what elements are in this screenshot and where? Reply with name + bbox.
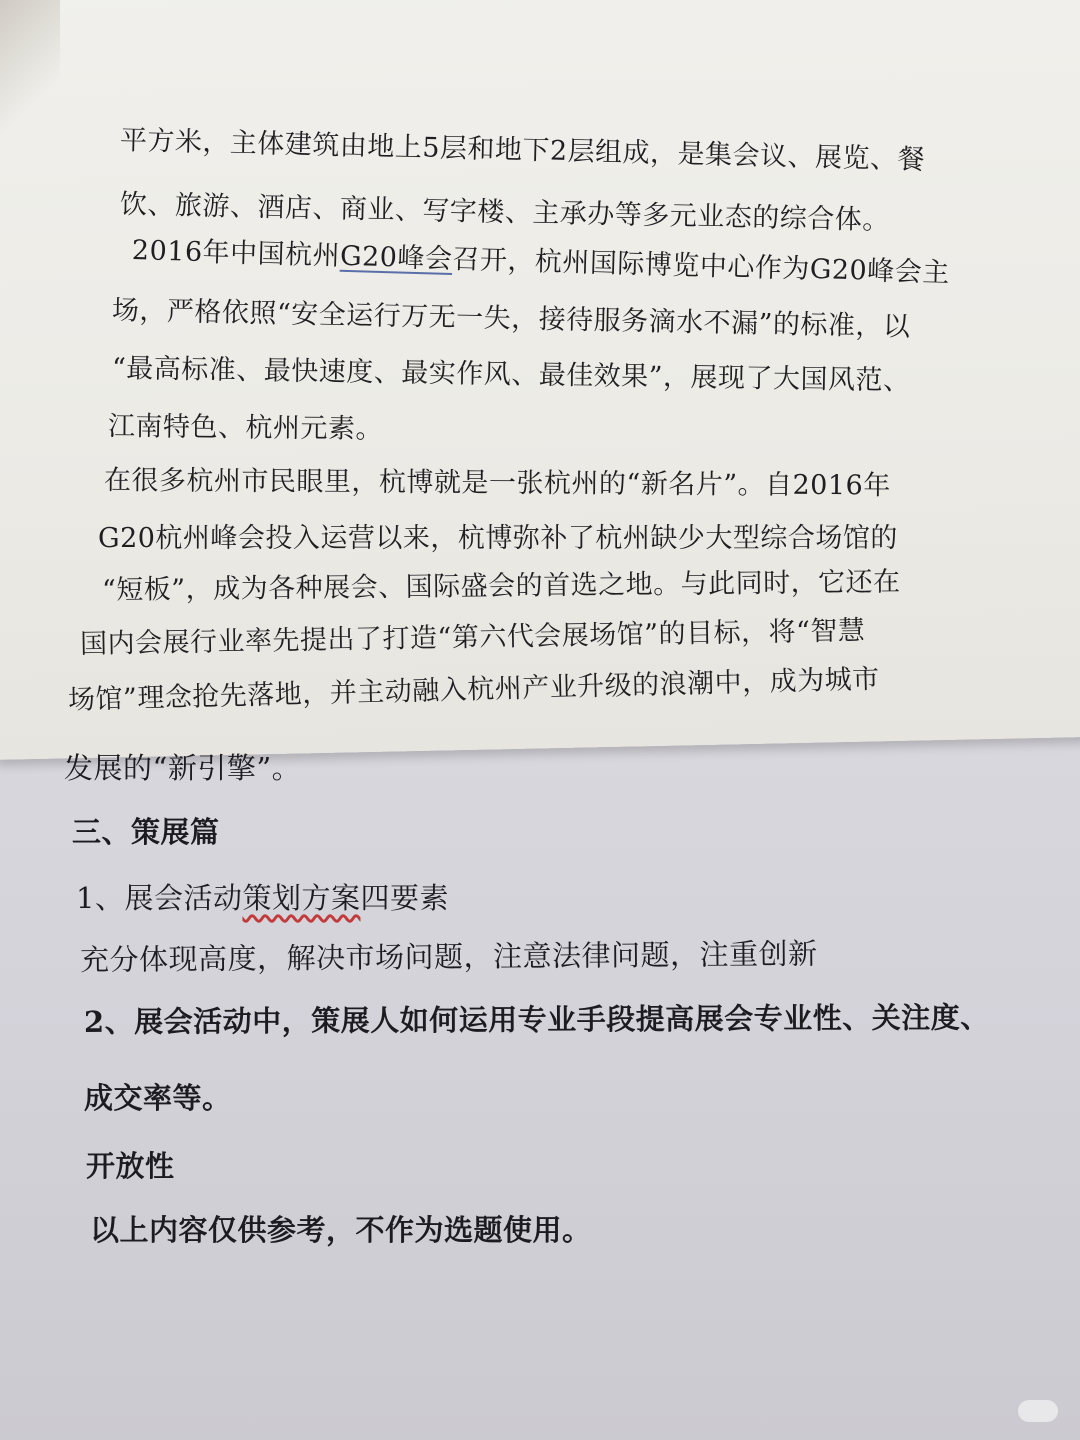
- disclaimer-text: 以上内容仅供参考，不作为选题使用。: [90, 1213, 592, 1247]
- text-line: 江南特色、杭州元素。: [107, 411, 384, 445]
- text-line: 饮、旅游、酒店、商业、写字楼、主承办等多元业态的综合体。: [119, 189, 891, 237]
- section-heading: 三、策展篇: [72, 815, 220, 849]
- underlined-term: G20峰会: [339, 240, 453, 275]
- text-line: 发展的“新引擎”。: [64, 751, 302, 785]
- lower-paper-sheet: [0, 690, 1080, 1440]
- question-item-2: 2、展会活动中，策展人如何运用专业手段提高展会专业性、关注度、: [83, 1000, 990, 1039]
- text-line: “短板”，成为各种展会、国际盛会的首选之地。与此同时，它还在: [101, 566, 901, 606]
- text-span: 四要素: [360, 881, 449, 915]
- text-line: G20杭州峰会投入运营以来，杭博弥补了杭州缺少大型综合场馆的: [98, 523, 898, 554]
- text-line: 国内会展行业率先提出了打造“第六代会展场馆”的目标，将“智慧: [79, 615, 866, 660]
- text-line: 场，严格依照“安全运行万无一失，接待服务滴水不漏”的标准，以: [111, 295, 911, 343]
- text-line: 平方米，主体建筑由地上5层和地下2层组成，是集会议、展览、餐: [119, 125, 926, 176]
- text-line: “最高标准、最快速度、最实作风、最佳效果”，展现了大国风范、: [111, 353, 911, 397]
- answer-text: 开放性: [86, 1149, 175, 1183]
- page-corner-shadow: [0, 0, 60, 140]
- question-item-1: [76, 876, 449, 917]
- answer-text: 充分体现高度，解决市场问题，注意法律问题，注重创新: [79, 936, 818, 977]
- text-line: 场馆”理念抢先落地，并主动融入杭州产业升级的浪潮中，成为城市: [67, 663, 881, 716]
- question-item-2-cont: 成交率等。: [84, 1081, 232, 1115]
- underlined-term: 策划方案: [242, 881, 361, 915]
- watermark-badge: [1018, 1400, 1058, 1422]
- text-span: 1、展会活动: [76, 881, 243, 915]
- text-line: 在很多杭州市民眼里，杭博就是一张杭州的“新名片”。自2016年: [103, 465, 891, 502]
- text-span: 召开，杭州国际博览中心作为G20峰会主: [452, 243, 951, 289]
- text-span: 2016年中国杭州: [131, 235, 341, 272]
